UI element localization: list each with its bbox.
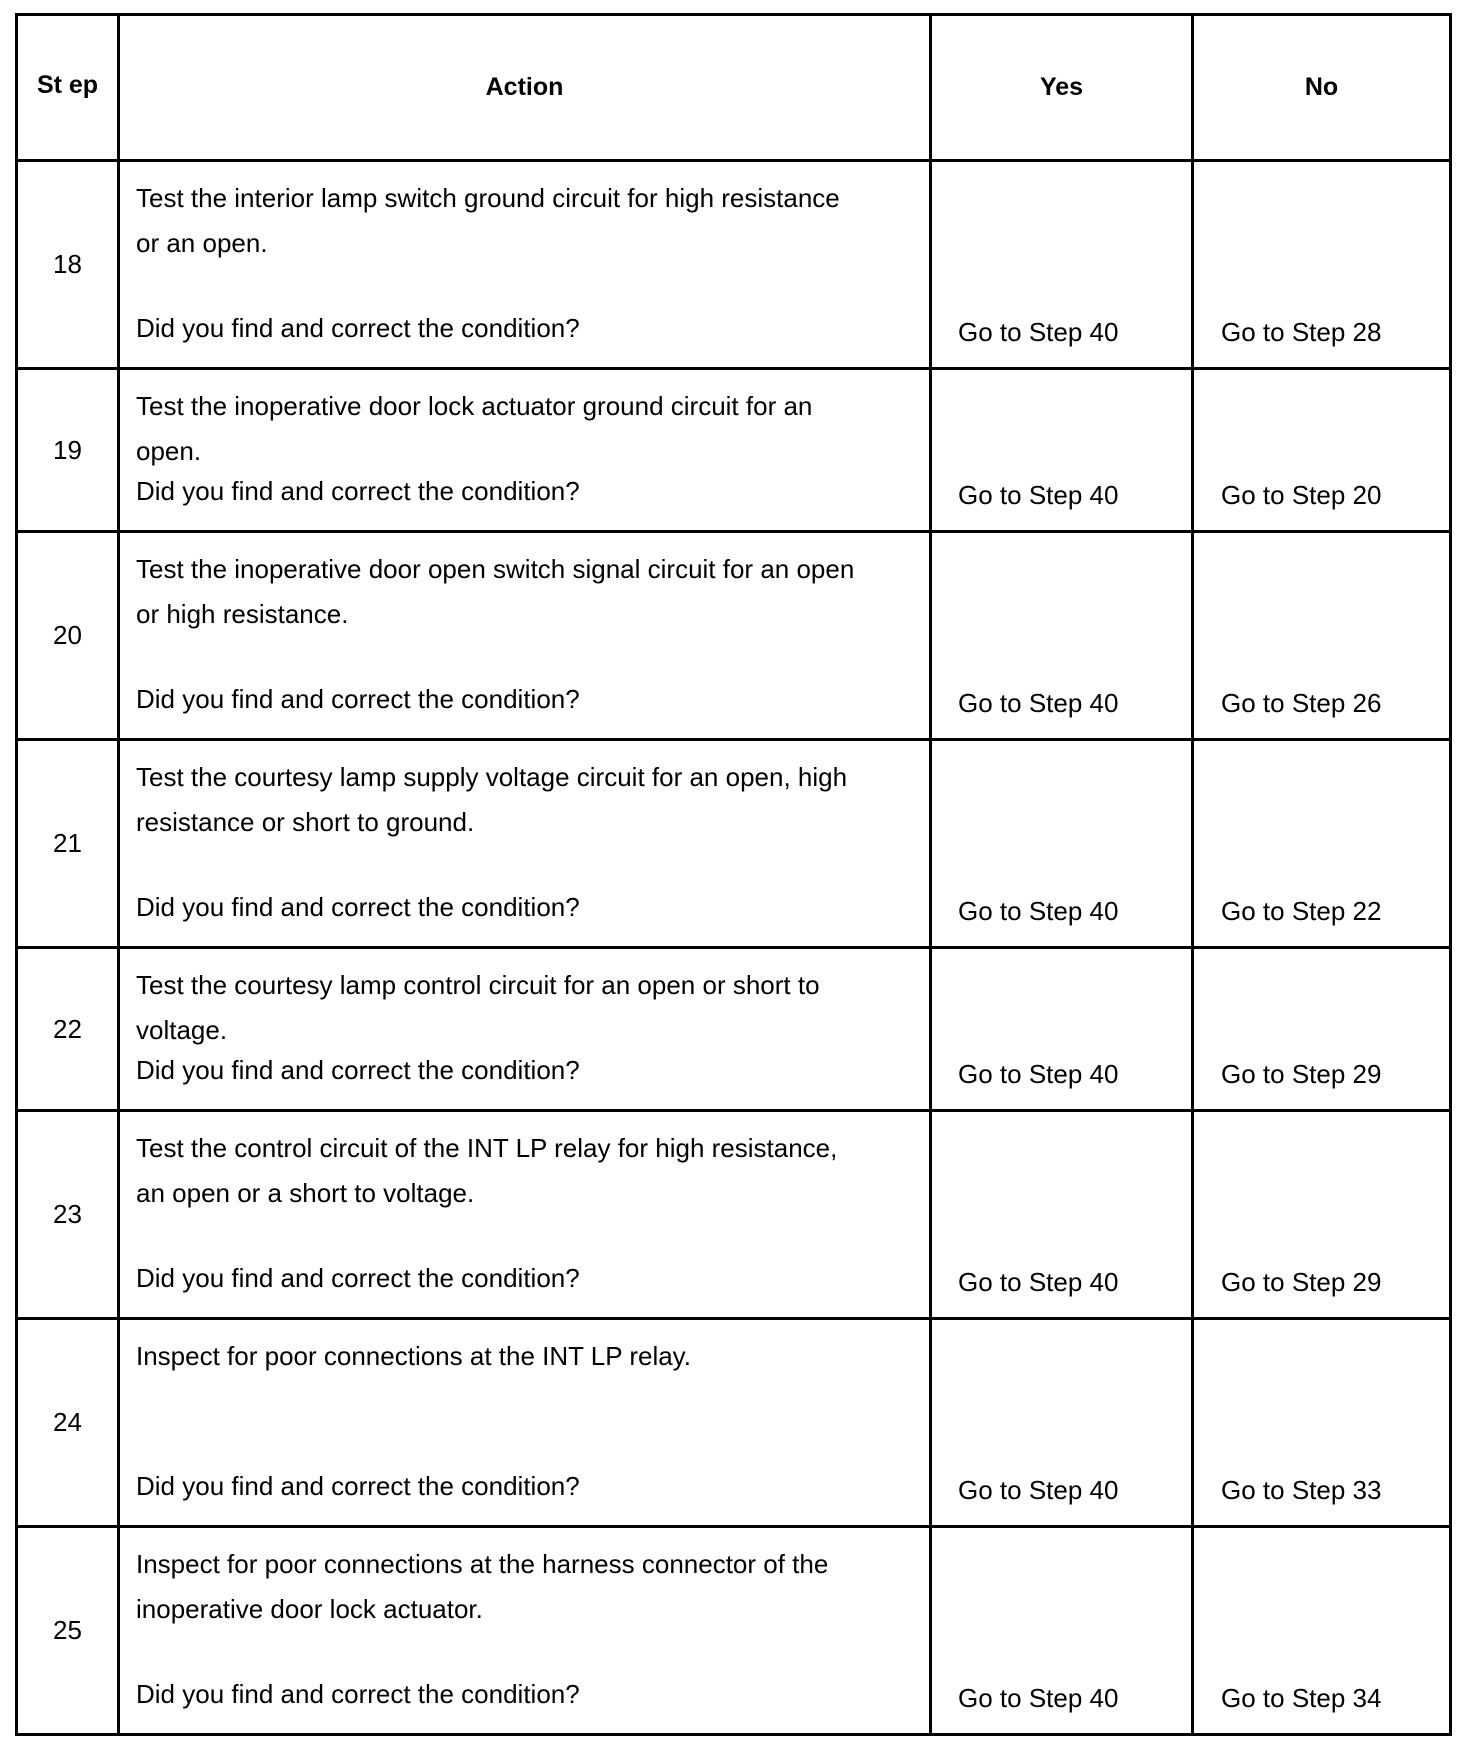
action-cell <box>119 161 931 369</box>
yes-goto: Go to Step 40 <box>958 896 1119 926</box>
header-row <box>17 15 1451 161</box>
action-question: Did you find and correct the condition? <box>136 1263 580 1293</box>
action-cell <box>119 740 931 948</box>
no-goto: Go to Step 22 <box>1221 896 1382 926</box>
yes-goto: Go to Step 40 <box>958 480 1119 510</box>
action-description: Inspect for poor connections at the INT LP relay. <box>136 1341 691 1371</box>
table-row <box>17 740 1451 948</box>
step-number: 19 <box>17 369 119 532</box>
action-question: Did you find and correct the condition? <box>136 476 580 506</box>
step-number: 20 <box>17 532 119 740</box>
header-step-label: St ep <box>36 70 99 99</box>
yes-cell <box>931 1111 1193 1319</box>
action-cell <box>119 1527 931 1735</box>
action-description: Test the interior lamp switch ground circuit for high resistance or an open. <box>136 183 840 258</box>
yes-goto: Go to Step 40 <box>958 1475 1119 1505</box>
no-goto: Go to Step 33 <box>1221 1475 1382 1505</box>
yes-cell <box>931 948 1193 1111</box>
no-goto: Go to Step 20 <box>1221 480 1382 510</box>
no-goto: Go to Step 29 <box>1221 1267 1382 1297</box>
yes-goto: Go to Step 40 <box>958 1683 1119 1713</box>
no-cell <box>1193 369 1451 532</box>
action-question: Did you find and correct the condition? <box>136 1679 580 1709</box>
action-cell <box>119 369 931 532</box>
step-number: 24 <box>17 1319 119 1527</box>
yes-goto: Go to Step 40 <box>958 1267 1119 1297</box>
step-number: 18 <box>17 161 119 369</box>
action-question: Did you find and correct the condition? <box>136 892 580 922</box>
header-no: No <box>1193 15 1451 161</box>
no-cell <box>1193 1111 1451 1319</box>
no-cell <box>1193 532 1451 740</box>
action-description: Inspect for poor connections at the harness connector of the inoperative door lock actuator. <box>136 1549 829 1624</box>
yes-cell <box>931 1527 1193 1735</box>
step-number: 25 <box>17 1527 119 1735</box>
header-action: Action <box>119 15 931 161</box>
table-row <box>17 369 1451 532</box>
action-description: Test the courtesy lamp control circuit for an open or short to voltage. <box>136 970 820 1045</box>
diagnostic-table <box>15 13 1452 1736</box>
action-cell <box>119 532 931 740</box>
no-goto: Go to Step 26 <box>1221 688 1382 718</box>
action-description: Test the control circuit of the INT LP relay for high resistance, an open or a short to voltage. <box>136 1133 838 1208</box>
action-description: Test the inoperative door lock actuator ground circuit for an open. <box>136 391 813 466</box>
no-cell <box>1193 1527 1451 1735</box>
action-cell <box>119 1111 931 1319</box>
table-row <box>17 948 1451 1111</box>
yes-goto: Go to Step 40 <box>958 317 1119 347</box>
action-description: Test the courtesy lamp supply voltage circuit for an open, high resistance or short to ground. <box>136 762 848 837</box>
no-cell <box>1193 1319 1451 1527</box>
header-yes: Yes <box>931 15 1193 161</box>
step-number: 21 <box>17 740 119 948</box>
header-step <box>17 15 119 161</box>
no-cell <box>1193 161 1451 369</box>
step-number: 22 <box>17 948 119 1111</box>
action-question: Did you find and correct the condition? <box>136 1055 580 1085</box>
action-question: Did you find and correct the condition? <box>136 1471 580 1501</box>
action-description: Test the inoperative door open switch signal circuit for an open or high resistance. <box>136 554 855 629</box>
action-cell <box>119 1319 931 1527</box>
no-cell <box>1193 948 1451 1111</box>
no-goto: Go to Step 34 <box>1221 1683 1382 1713</box>
yes-cell <box>931 740 1193 948</box>
table-row <box>17 532 1451 740</box>
table-row <box>17 1319 1451 1527</box>
no-goto: Go to Step 28 <box>1221 317 1382 347</box>
yes-goto: Go to Step 40 <box>958 688 1119 718</box>
step-number: 23 <box>17 1111 119 1319</box>
no-cell <box>1193 740 1451 948</box>
table-row <box>17 1111 1451 1319</box>
action-cell <box>119 948 931 1111</box>
yes-cell <box>931 1319 1193 1527</box>
table-row <box>17 1527 1451 1735</box>
no-goto: Go to Step 29 <box>1221 1059 1382 1089</box>
action-question: Did you find and correct the condition? <box>136 684 580 714</box>
action-question: Did you find and correct the condition? <box>136 313 580 343</box>
yes-cell <box>931 369 1193 532</box>
yes-goto: Go to Step 40 <box>958 1059 1119 1089</box>
table-row <box>17 161 1451 369</box>
yes-cell <box>931 532 1193 740</box>
yes-cell <box>931 161 1193 369</box>
